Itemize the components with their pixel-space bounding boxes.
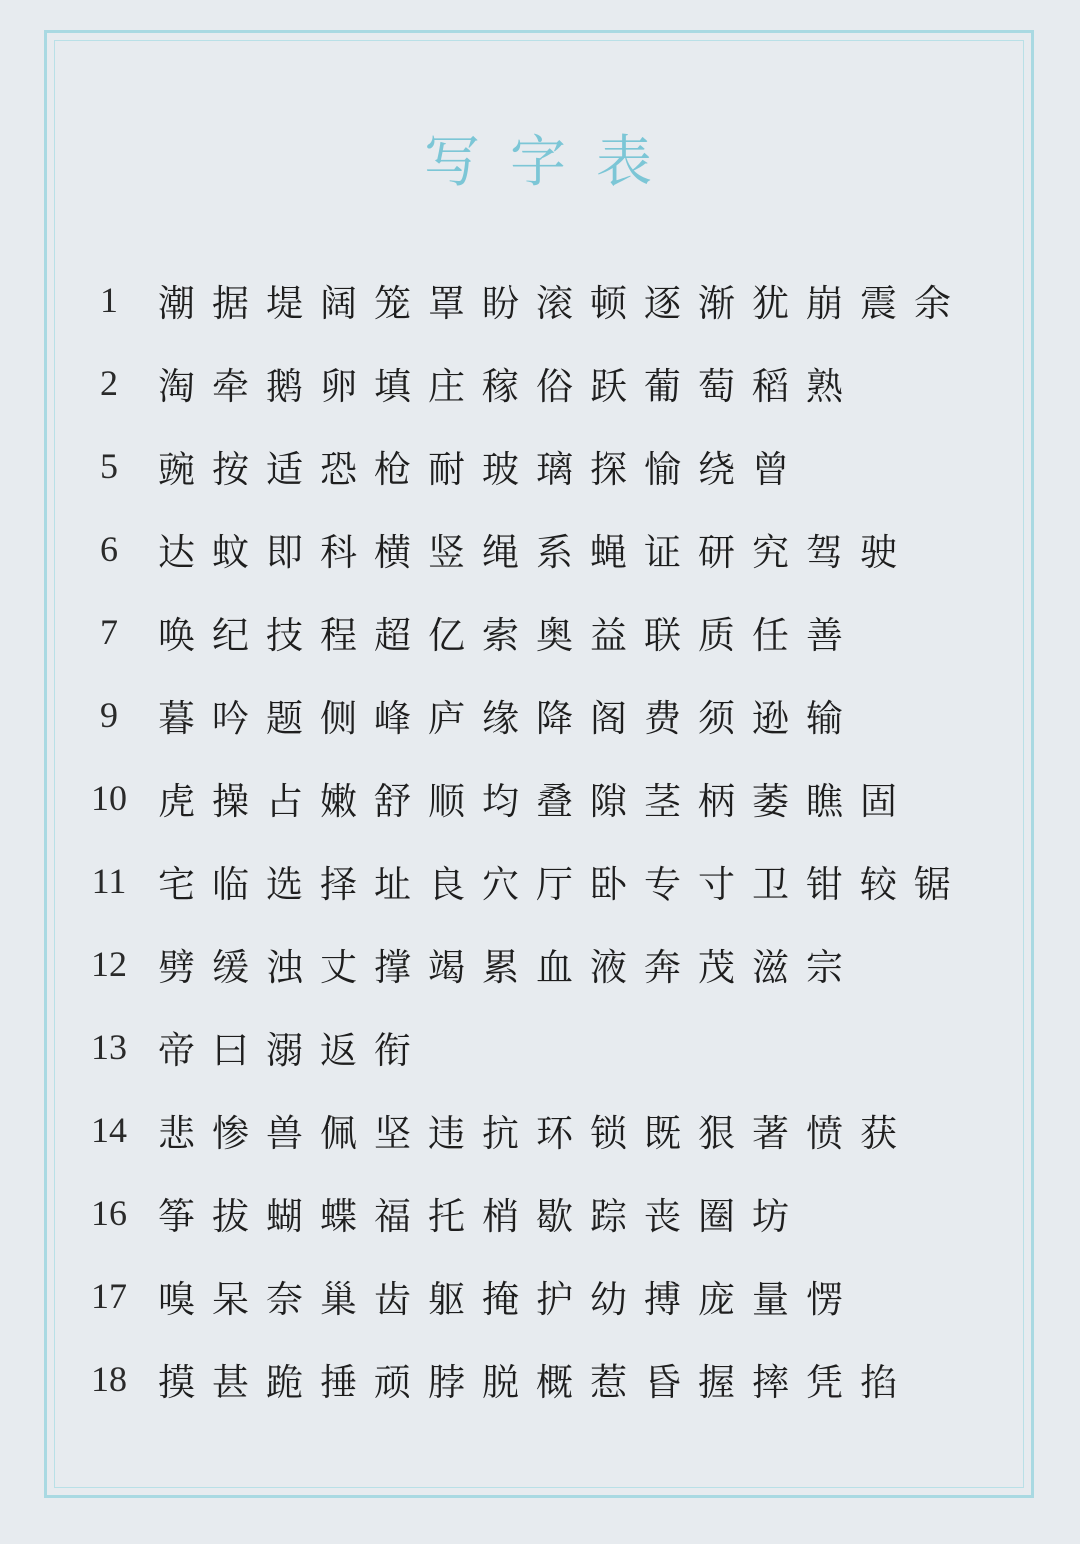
table-row <box>60 839 1020 922</box>
lesson-number: 6 <box>100 528 118 569</box>
lesson-characters: 劈缓浊丈撑竭累血液奔茂滋宗 <box>158 945 860 989</box>
lesson-number: 11 <box>91 860 127 901</box>
table-row <box>60 673 1020 756</box>
table-row <box>60 507 1020 590</box>
lesson-number: 5 <box>100 445 118 486</box>
table-row <box>60 341 1020 424</box>
table-row <box>60 1337 1020 1420</box>
lesson-number: 17 <box>91 1275 127 1316</box>
lesson-characters: 筝拔蝴蝶福托梢歇踪丧圈坊 <box>158 1194 806 1238</box>
lesson-characters: 唤纪技程超亿索奥益联质任善 <box>158 613 860 657</box>
lesson-characters: 淘牵鹅卵填庄稼俗跃葡萄稻熟 <box>158 364 860 408</box>
character-table <box>60 258 1020 1420</box>
lesson-characters: 帝曰溺返衔 <box>158 1028 428 1072</box>
lesson-number: 13 <box>91 1026 127 1067</box>
lesson-number: 9 <box>100 694 118 735</box>
table-row <box>60 1088 1020 1171</box>
lesson-number: 12 <box>91 943 127 984</box>
lesson-characters: 摸甚跪捶顽脖脱概惹昏握摔凭掐 <box>158 1360 914 1404</box>
lesson-number: 1 <box>100 279 118 320</box>
lesson-characters: 豌按适恐枪耐玻璃探愉绕曾 <box>158 447 806 491</box>
lesson-number: 16 <box>91 1192 127 1233</box>
lesson-number: 7 <box>100 611 118 652</box>
lesson-characters: 悲惨兽佩坚违抗环锁既狠著愤获 <box>158 1111 914 1155</box>
lesson-number: 18 <box>91 1358 127 1399</box>
table-row <box>60 1254 1020 1337</box>
lesson-characters: 宅临选择址良穴厅卧专寸卫钳较锯 <box>158 862 968 906</box>
lesson-characters: 虎操占嫩舒顺均叠隙茎柄萎瞧固 <box>158 779 914 823</box>
table-row <box>60 258 1020 341</box>
table-row <box>60 1171 1020 1254</box>
lesson-characters: 潮据堤阔笼罩盼滚顿逐渐犹崩震余 <box>158 281 968 325</box>
lesson-characters: 暮吟题侧峰庐缘降阁费须逊输 <box>158 696 860 740</box>
lesson-number: 10 <box>91 777 127 818</box>
table-row <box>60 922 1020 1005</box>
lesson-number: 14 <box>91 1109 127 1150</box>
table-row <box>60 590 1020 673</box>
lesson-number: 2 <box>100 362 118 403</box>
table-row <box>60 1005 1020 1088</box>
page-title: 写字表 <box>424 130 682 195</box>
lesson-characters: 嗅呆奈巢齿躯掩护幼搏庞量愣 <box>158 1277 860 1321</box>
lesson-characters: 达蚊即科横竖绳系蝇证研究驾驶 <box>158 530 914 574</box>
table-row <box>60 424 1020 507</box>
table-row <box>60 756 1020 839</box>
